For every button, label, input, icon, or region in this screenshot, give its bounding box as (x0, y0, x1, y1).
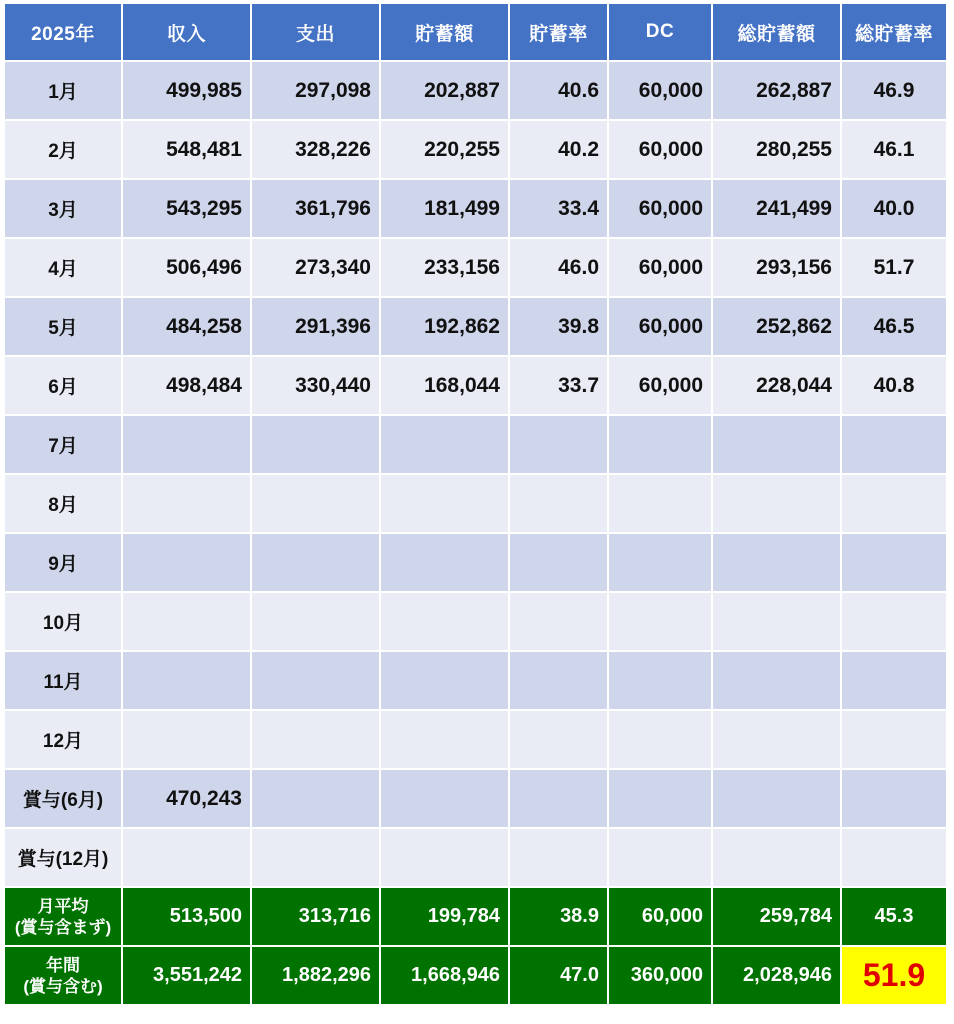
expense-cell (252, 416, 379, 473)
dc-cell (609, 711, 711, 768)
row-label: 4月 (5, 239, 121, 296)
savings-cell: 233,156 (381, 239, 508, 296)
expense-cell (252, 534, 379, 591)
total-savings-cell (713, 711, 840, 768)
dc-cell (609, 652, 711, 709)
row-label: 11月 (5, 652, 121, 709)
row-label: 9月 (5, 534, 121, 591)
total-savings-rate-cell: 46.1 (842, 121, 946, 178)
expense-cell (252, 711, 379, 768)
dc-cell (609, 534, 711, 591)
expense-cell: 330,440 (252, 357, 379, 414)
total-savings-cell (713, 593, 840, 650)
total-savings-cell: 262,887 (713, 62, 840, 119)
total-savings-rate-cell (842, 829, 946, 886)
dc-cell (609, 770, 711, 827)
savings-rate-cell (510, 475, 607, 532)
table-row (5, 593, 946, 650)
dc-cell (609, 416, 711, 473)
total-savings-cell (713, 652, 840, 709)
savings-cell: 168,044 (381, 357, 508, 414)
table-row (5, 357, 946, 414)
savings-cell: 220,255 (381, 121, 508, 178)
row-label: 7月 (5, 416, 121, 473)
table-row (5, 475, 946, 532)
summary-row-monthly-average (5, 888, 946, 945)
dc-cell: 60,000 (609, 239, 711, 296)
row-label: 10月 (5, 593, 121, 650)
header-total-savings-rate: 総貯蓄率 (842, 4, 946, 60)
total-savings-rate-cell: 46.5 (842, 298, 946, 355)
total-savings-rate-cell: 46.9 (842, 62, 946, 119)
row-label-line2: (賞与含む) (23, 976, 103, 996)
table-row (5, 180, 946, 237)
savings-rate-cell: 33.7 (510, 357, 607, 414)
income-cell (123, 416, 250, 473)
savings-rate-cell (510, 711, 607, 768)
total-savings-cell: 252,862 (713, 298, 840, 355)
savings-rate-cell: 40.2 (510, 121, 607, 178)
header-savings-rate: 貯蓄率 (510, 4, 607, 60)
income-cell (123, 829, 250, 886)
header-savings: 貯蓄額 (381, 4, 508, 60)
savings-rate-cell: 39.8 (510, 298, 607, 355)
total-savings-rate-cell (842, 770, 946, 827)
savings-cell (381, 652, 508, 709)
total-savings-rate-cell (842, 475, 946, 532)
table-row (5, 239, 946, 296)
dc-cell: 60,000 (609, 888, 711, 945)
expense-cell: 1,882,296 (252, 947, 379, 1004)
expense-cell: 361,796 (252, 180, 379, 237)
dc-cell (609, 829, 711, 886)
header-income: 収入 (123, 4, 250, 60)
income-cell: 513,500 (123, 888, 250, 945)
income-cell (123, 593, 250, 650)
total-savings-cell (713, 416, 840, 473)
dc-cell: 60,000 (609, 180, 711, 237)
dc-cell (609, 593, 711, 650)
savings-cell (381, 829, 508, 886)
total-savings-cell (713, 534, 840, 591)
table-row (5, 416, 946, 473)
header-dc: DC (609, 4, 711, 60)
income-cell: 484,258 (123, 298, 250, 355)
header-total-savings: 総貯蓄額 (713, 4, 840, 60)
expense-cell (252, 652, 379, 709)
total-savings-rate-cell (842, 711, 946, 768)
total-savings-cell: 293,156 (713, 239, 840, 296)
total-savings-cell (713, 829, 840, 886)
table-row (5, 534, 946, 591)
savings-rate-cell (510, 593, 607, 650)
total-savings-cell (713, 475, 840, 532)
expense-cell (252, 475, 379, 532)
total-savings-rate-cell (842, 652, 946, 709)
income-cell: 548,481 (123, 121, 250, 178)
total-savings-rate-cell: 40.0 (842, 180, 946, 237)
row-label-line1: 年間 (46, 955, 80, 975)
savings-cell (381, 770, 508, 827)
total-savings-cell: 280,255 (713, 121, 840, 178)
savings-rate-cell (510, 770, 607, 827)
income-cell: 499,985 (123, 62, 250, 119)
income-cell (123, 652, 250, 709)
row-label: 賞与(6月) (5, 770, 121, 827)
dc-cell: 60,000 (609, 62, 711, 119)
savings-cell (381, 475, 508, 532)
savings-rate-cell (510, 534, 607, 591)
total-savings-rate-cell: 40.8 (842, 357, 946, 414)
total-savings-rate-cell: 51.7 (842, 239, 946, 296)
row-label: 12月 (5, 711, 121, 768)
table-row (5, 829, 946, 886)
savings-cell: 202,887 (381, 62, 508, 119)
savings-cell (381, 534, 508, 591)
row-label: 6月 (5, 357, 121, 414)
income-cell (123, 475, 250, 532)
income-cell: 506,496 (123, 239, 250, 296)
total-savings-cell (713, 770, 840, 827)
row-label-line1: 月平均 (37, 896, 89, 916)
row-label: 1月 (5, 62, 121, 119)
savings-cell (381, 416, 508, 473)
savings-rate-cell: 46.0 (510, 239, 607, 296)
expense-cell (252, 829, 379, 886)
row-label: 賞与(12月) (5, 829, 121, 886)
dc-cell: 360,000 (609, 947, 711, 1004)
total-savings-rate-cell (842, 593, 946, 650)
dc-cell: 60,000 (609, 298, 711, 355)
savings-cell: 199,784 (381, 888, 508, 945)
expense-cell: 297,098 (252, 62, 379, 119)
total-savings-cell: 2,028,946 (713, 947, 840, 1004)
savings-rate-cell (510, 652, 607, 709)
income-cell (123, 711, 250, 768)
savings-rate-cell: 40.6 (510, 62, 607, 119)
row-label (5, 947, 121, 1004)
total-savings-rate-cell (842, 534, 946, 591)
savings-table (3, 2, 948, 1006)
header-expense: 支出 (252, 4, 379, 60)
savings-cell: 192,862 (381, 298, 508, 355)
total-savings-cell: 259,784 (713, 888, 840, 945)
table-row (5, 121, 946, 178)
header-year: 2025年 (5, 4, 121, 60)
income-cell (123, 534, 250, 591)
table-row (5, 711, 946, 768)
savings-rate-cell (510, 416, 607, 473)
income-cell: 470,243 (123, 770, 250, 827)
header-row (5, 4, 946, 60)
row-label: 5月 (5, 298, 121, 355)
row-label: 8月 (5, 475, 121, 532)
total-savings-rate-cell: 45.3 (842, 888, 946, 945)
total-savings-rate-cell (842, 416, 946, 473)
dc-cell: 60,000 (609, 357, 711, 414)
savings-rate-cell: 47.0 (510, 947, 607, 1004)
table-row (5, 652, 946, 709)
row-label: 2月 (5, 121, 121, 178)
income-cell: 543,295 (123, 180, 250, 237)
annual-total-savings-rate-highlight: 51.9 (842, 947, 946, 1004)
savings-cell (381, 711, 508, 768)
dc-cell (609, 475, 711, 532)
table-row (5, 770, 946, 827)
row-label: 3月 (5, 180, 121, 237)
expense-cell: 273,340 (252, 239, 379, 296)
income-cell: 498,484 (123, 357, 250, 414)
table-row (5, 298, 946, 355)
expense-cell: 328,226 (252, 121, 379, 178)
dc-cell: 60,000 (609, 121, 711, 178)
row-label (5, 888, 121, 945)
summary-row-annual (5, 947, 946, 1004)
expense-cell (252, 770, 379, 827)
table-row (5, 62, 946, 119)
expense-cell: 313,716 (252, 888, 379, 945)
savings-rate-cell (510, 829, 607, 886)
savings-cell (381, 593, 508, 650)
savings-cell: 181,499 (381, 180, 508, 237)
expense-cell (252, 593, 379, 650)
savings-rate-cell: 38.9 (510, 888, 607, 945)
row-label-line2: (賞与含まず) (14, 917, 112, 937)
income-cell: 3,551,242 (123, 947, 250, 1004)
expense-cell: 291,396 (252, 298, 379, 355)
savings-rate-cell: 33.4 (510, 180, 607, 237)
savings-cell: 1,668,946 (381, 947, 508, 1004)
total-savings-cell: 228,044 (713, 357, 840, 414)
total-savings-cell: 241,499 (713, 180, 840, 237)
